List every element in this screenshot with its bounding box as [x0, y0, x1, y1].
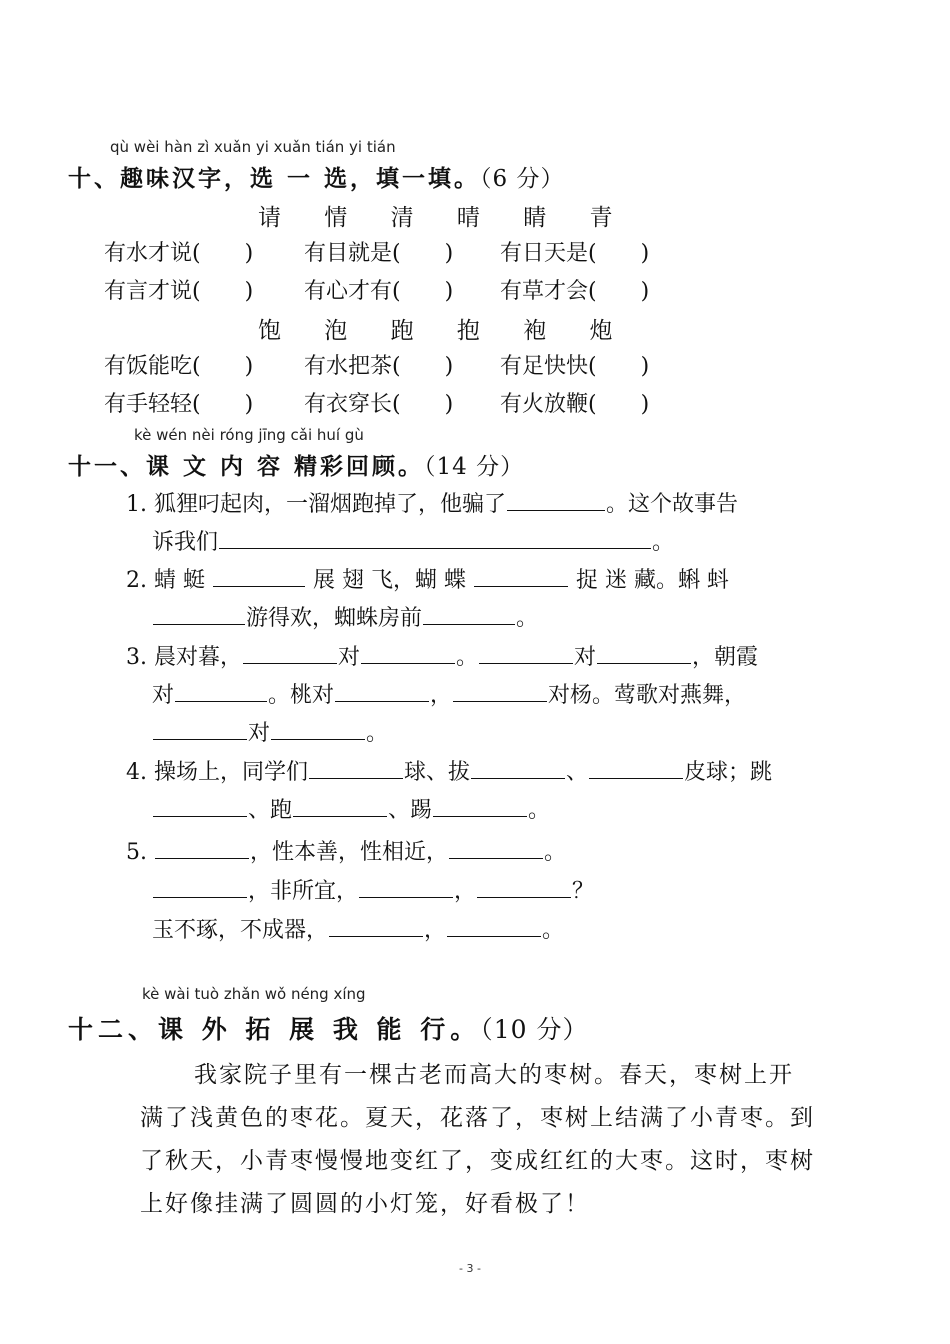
- q5-blank-3[interactable]: [153, 896, 247, 898]
- section12-pinyin: kè wài tuò zhǎn wǒ néng xíng: [142, 985, 366, 1003]
- q5-blank-5[interactable]: [477, 896, 571, 898]
- q5-blank-2[interactable]: [449, 857, 543, 859]
- q5-text-h: ，: [424, 918, 447, 943]
- q3-text-b: 对: [337, 645, 360, 670]
- q2-blank-4[interactable]: [423, 623, 515, 625]
- s10-row1-a: 有水才说( ): [104, 241, 254, 266]
- section10-pinyin: qù wèi hàn zì xuǎn yi xuǎn tián yi tián: [110, 138, 396, 156]
- q1-text-a: 1. 狐狸叼起肉，一溜烟跑掉了，他骗了: [126, 492, 506, 517]
- q2-text-a: 2. 蜻 蜓: [126, 568, 205, 593]
- q5-blank-7[interactable]: [447, 935, 541, 937]
- q5-text-e: ，: [454, 879, 477, 904]
- q5-text-f: ？: [572, 879, 595, 904]
- q3-blank-5[interactable]: [175, 700, 267, 702]
- q1-text-c: 诉我们: [152, 530, 219, 555]
- question-3-line-1: [126, 640, 758, 671]
- s10-row4-a: 有手轻轻( ): [104, 392, 254, 417]
- q4-text-c: 、: [566, 760, 589, 785]
- q3-blank-2[interactable]: [361, 662, 455, 664]
- q5-blank-6[interactable]: [329, 935, 423, 937]
- question-4-line-2: [152, 793, 550, 824]
- passage-line-4: 上好像挂满了圆圆的小灯笼，好看极了！: [140, 1191, 590, 1217]
- q4-blank-3[interactable]: [589, 777, 683, 779]
- s10-row2-b: 有心才有( ): [304, 279, 454, 304]
- q5-text-a: 5.: [126, 840, 147, 865]
- q1-blank-2[interactable]: [219, 547, 651, 549]
- q3-text-g: 。桃对: [268, 683, 335, 708]
- q4-text-a: 4. 操场上，同学们: [126, 760, 308, 785]
- passage-line-3: 了秋天，小青枣慢慢地变红了，变成红红的大枣。这时，枣树: [140, 1148, 815, 1174]
- q3-blank-3[interactable]: [479, 662, 573, 664]
- q4-text-b: 球、拔: [403, 760, 470, 785]
- q4-text-g: 。: [528, 798, 551, 823]
- question-3-line-3: [152, 716, 388, 747]
- question-5-line-2: [152, 874, 594, 905]
- page-number: - 3 -: [459, 1262, 481, 1275]
- q3-text-a: 3. 晨对暮，: [126, 645, 242, 670]
- q5-text-d: ，非所宜，: [248, 879, 359, 904]
- s10-row2-a: 有言才说( ): [104, 279, 254, 304]
- q2-text-e: 。: [516, 606, 539, 631]
- section11-score: （14 分）: [424, 454, 525, 480]
- question-5-line-3: [152, 913, 564, 944]
- q4-blank-6[interactable]: [433, 815, 527, 817]
- q3-blank-1[interactable]: [243, 662, 337, 664]
- s10-row4-c: 有火放鞭( ): [500, 392, 650, 417]
- s10-row1-c: 有日天是( ): [500, 241, 650, 266]
- s10-row1-b: 有目就是( ): [304, 241, 454, 266]
- q3-blank-6[interactable]: [335, 700, 429, 702]
- q2-blank-2[interactable]: [474, 585, 568, 587]
- passage-line-2: 满了浅黄色的枣花。夏天，花落了，枣树上结满了小青枣。到: [140, 1105, 815, 1131]
- section10-options-2: 饱 泡 跑 抱 袍 炮: [258, 318, 631, 344]
- question-4-line-1: [126, 755, 772, 786]
- q3-blank-7[interactable]: [453, 700, 547, 702]
- q4-text-d: 皮球；跳: [684, 760, 773, 785]
- q4-text-f: 、踢: [388, 798, 433, 823]
- section12-heading: [68, 1010, 589, 1046]
- q2-text-d: 游得欢，蜘蛛房前: [246, 606, 423, 631]
- question-1-line-2: [152, 525, 674, 556]
- section12-title: 十二、课 外 拓 展 我 能 行。: [68, 1015, 481, 1044]
- s10-row2-c: 有草才会( ): [500, 279, 650, 304]
- q4-blank-5[interactable]: [293, 815, 387, 817]
- q3-text-f: 对: [152, 683, 175, 708]
- q3-text-j: 对: [248, 721, 271, 746]
- section11-heading: [68, 448, 524, 481]
- q3-blank-8[interactable]: [153, 738, 247, 740]
- q3-text-i: 对杨。莺歌对燕舞，: [548, 683, 747, 708]
- q3-text-h: ，: [430, 683, 453, 708]
- q3-text-d: 对: [574, 645, 597, 670]
- q5-blank-1[interactable]: [155, 857, 249, 859]
- q5-text-g: 玉不琢，不成器，: [152, 918, 329, 943]
- s10-row4-b: 有衣穿长( ): [304, 392, 454, 417]
- question-2-line-1: [126, 563, 729, 594]
- q3-text-c: 。: [456, 645, 479, 670]
- section10-score: （6 分）: [480, 166, 565, 192]
- s10-row3-c: 有足快快( ): [500, 354, 650, 379]
- q2-blank-1[interactable]: [213, 585, 305, 587]
- section11-title: 十一、课 文 内 容 精彩回顾。: [68, 454, 425, 480]
- q5-blank-4[interactable]: [359, 896, 453, 898]
- section10-title: 十、趣味汉字，选 一 选，填一填。: [68, 166, 481, 192]
- question-3-line-2: [152, 678, 746, 709]
- passage-line-1: 我家院子里有一棵古老而高大的枣树。春天，枣树上开: [194, 1062, 794, 1088]
- q5-text-c: 。: [544, 840, 567, 865]
- q3-blank-9[interactable]: [271, 738, 365, 740]
- q4-blank-4[interactable]: [153, 815, 247, 817]
- q4-blank-1[interactable]: [309, 777, 403, 779]
- q3-text-k: 。: [366, 721, 389, 746]
- q5-text-i: 。: [542, 918, 565, 943]
- q1-blank-1[interactable]: [507, 509, 605, 511]
- question-1-line-1: [126, 487, 738, 518]
- q2-text-c: 捉 迷 藏。蝌 蚪: [575, 568, 729, 593]
- q2-text-b: 展 翅 飞，蝴 蝶: [312, 568, 466, 593]
- q1-text-b: 。这个故事告: [606, 492, 739, 517]
- section10-heading: [68, 160, 564, 193]
- q4-blank-2[interactable]: [471, 777, 565, 779]
- question-2-line-2: [152, 601, 538, 632]
- q2-blank-3[interactable]: [153, 623, 245, 625]
- section12-score: （10 分）: [480, 1015, 589, 1044]
- s10-row3-a: 有饭能吃( ): [104, 354, 254, 379]
- question-5-line-1: [126, 835, 566, 866]
- q1-text-d: 。: [652, 530, 675, 555]
- q5-text-b: ，性本善，性相近，: [250, 840, 449, 865]
- section11-pinyin: kè wén nèi róng jīng cǎi huí gù: [134, 426, 364, 444]
- section10-options-1: 请 情 清 晴 睛 青: [258, 205, 631, 231]
- q3-text-e: ，朝霞: [692, 645, 759, 670]
- s10-row3-b: 有水把茶( ): [304, 354, 454, 379]
- q3-blank-4[interactable]: [597, 662, 691, 664]
- q4-text-e: 、跑: [248, 798, 293, 823]
